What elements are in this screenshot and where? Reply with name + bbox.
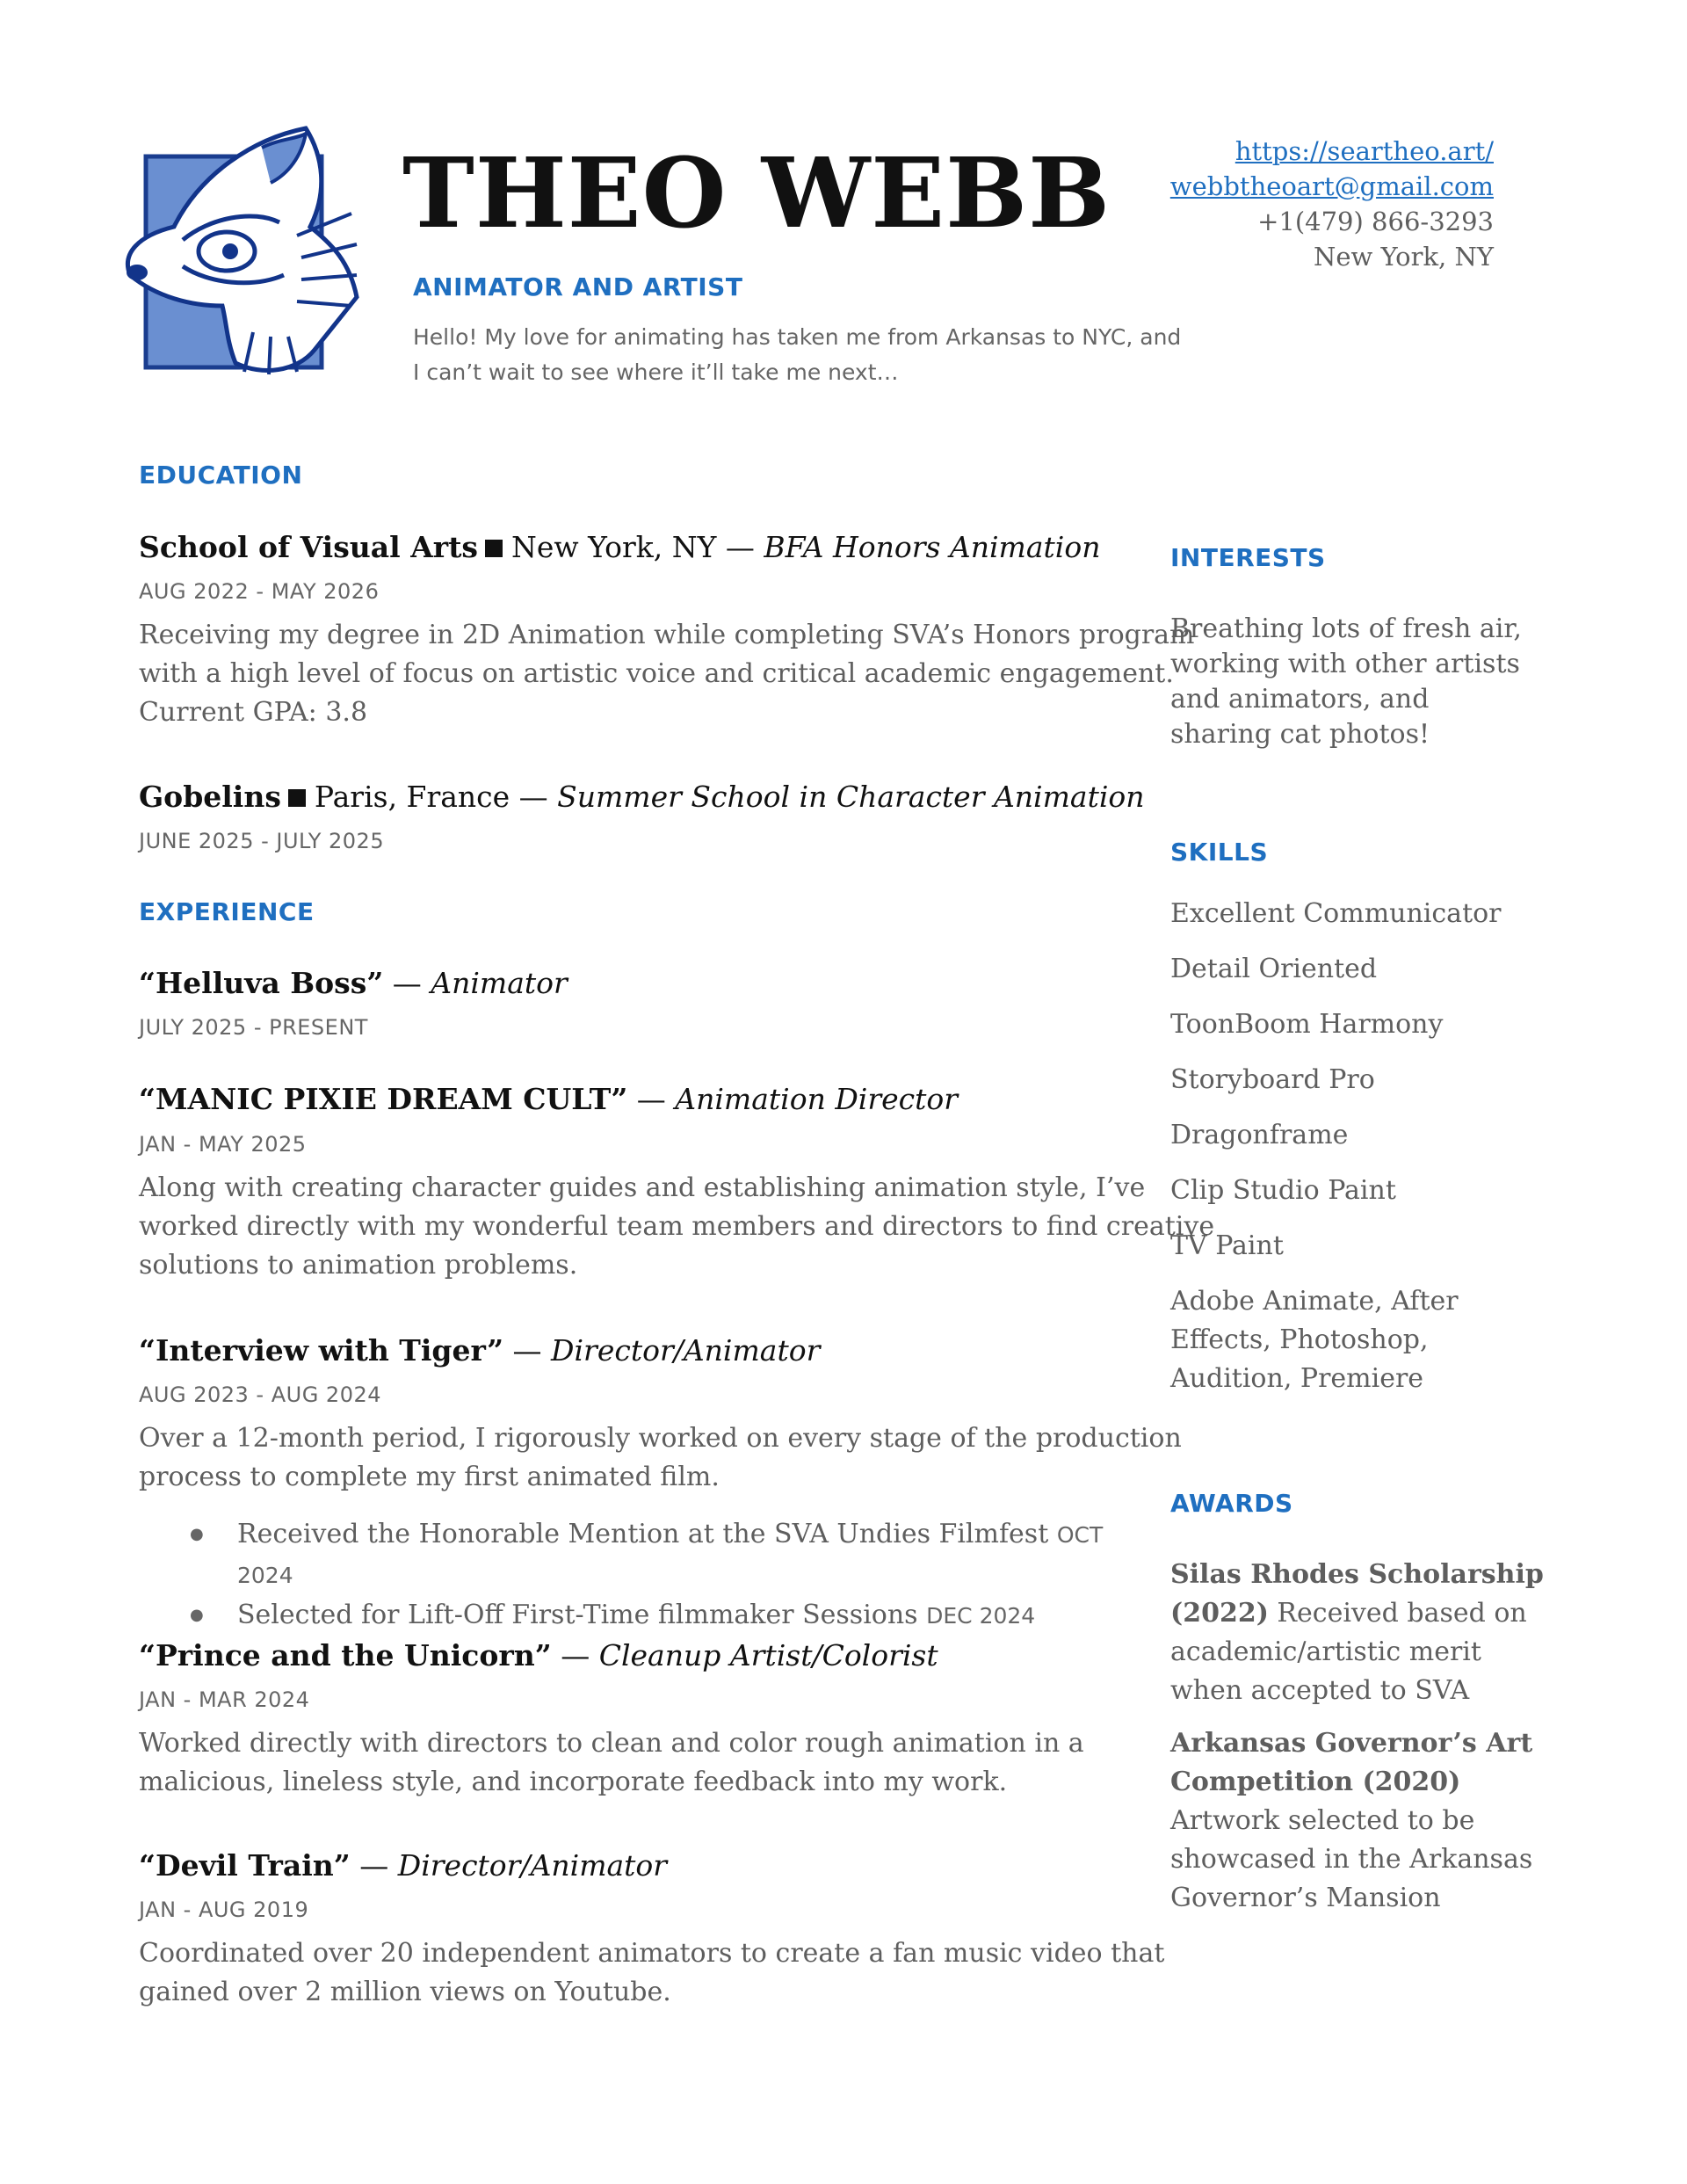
desc-line: gained over 2 million views on Youtube.: [139, 1977, 671, 2007]
award-desc: Received based on: [1268, 1598, 1527, 1629]
award-desc: Governor’s Mansion: [1170, 1883, 1441, 1913]
email-link[interactable]: webbtheoart@gmail.com: [1169, 171, 1494, 201]
separator: —: [551, 1638, 599, 1672]
experience-entry-5-title: [139, 1848, 667, 1883]
separator: —: [627, 1082, 676, 1116]
experience-entry-4-title: [139, 1638, 938, 1672]
education-entry-1-dates: AUG 2022 - MAY 2026: [139, 579, 380, 604]
award-name: Silas Rhodes Scholarship: [1170, 1559, 1544, 1590]
experience-entry-2-desc: [139, 1169, 1214, 1285]
desc-line: Coordinated over 20 independent animators to create a fan music video that: [139, 1938, 1165, 1969]
project-title: “Devil Train”: [139, 1848, 351, 1883]
desc-line: Receiving my degree in 2D Animation while completing SVA’s Honors program: [139, 620, 1195, 650]
education-heading: EDUCATION: [139, 461, 303, 490]
education-entry-1-desc: [139, 616, 1195, 732]
separator: —: [350, 1848, 398, 1883]
role: Director/Animator: [397, 1848, 668, 1883]
skill-item: Storyboard Pro: [1170, 1064, 1375, 1095]
square-bullet-icon: [485, 540, 503, 557]
education-entry-2-dates: JUNE 2025 - JULY 2025: [139, 829, 385, 853]
location: New York, NY: [1313, 242, 1494, 272]
name-heading: THEO WEBB: [402, 136, 1111, 250]
interests-text: [1170, 612, 1522, 752]
project-title: “Helluva Boss”: [139, 966, 384, 1000]
award-desc: showcased in the Arkansas: [1170, 1844, 1533, 1875]
list-item: [139, 1595, 1105, 1636]
experience-entry-2-dates: JAN - MAY 2025: [139, 1132, 307, 1157]
experience-entry-1-title: [139, 966, 568, 1000]
experience-entry-4-desc: [139, 1724, 1084, 1802]
desc-line: Over a 12-month period, I rigorously worked on every stage of the production: [139, 1423, 1182, 1454]
website-link[interactable]: https://seartheo.art/: [1234, 136, 1494, 166]
experience-entry-3-dates: AUG 2023 - AUG 2024: [139, 1382, 381, 1407]
skill-item: Adobe Animate, After: [1170, 1286, 1459, 1317]
project-title: “MANIC PIXIE DREAM CULT”: [139, 1082, 628, 1116]
role: Animation Director: [675, 1082, 959, 1116]
intro-line-2: I can’t wait to see where it’ll take me next…: [413, 359, 899, 385]
desc-line: Along with creating character guides and establishing animation style, I’ve: [139, 1172, 1146, 1203]
experience-entry-4-dates: JAN - MAR 2024: [139, 1687, 310, 1712]
awards-heading: AWARDS: [1170, 1489, 1293, 1518]
experience-entry-3-desc: [139, 1419, 1182, 1497]
skill-item: TV Paint: [1170, 1230, 1284, 1261]
intro-line-1: Hello! My love for animating has taken me from Arkansas to NYC, and: [413, 324, 1182, 350]
desc-line: process to complete my first animated film.: [139, 1462, 720, 1492]
desc-line: Current GPA: 3.8: [139, 697, 368, 728]
bullet-text: Received the Honorable Mention at the SVA Undies Filmfest: [237, 1519, 1049, 1549]
award-desc: when accepted to SVA: [1170, 1675, 1470, 1706]
separator: —: [383, 966, 431, 1000]
bullet-date: DEC 2024: [926, 1603, 1036, 1629]
award-desc: Artwork selected to be: [1170, 1805, 1475, 1836]
desc-line: with a high level of focus on artistic voice and critical academic engagement.: [139, 658, 1174, 689]
skill-item: Effects, Photoshop,: [1170, 1324, 1429, 1355]
separator: —: [503, 1333, 552, 1368]
cartoon-character-logo-icon: [121, 121, 360, 376]
interests-line: sharing cat photos!: [1170, 719, 1430, 750]
square-bullet-icon: [288, 789, 306, 807]
school-name: School of Visual Arts: [139, 530, 479, 564]
experience-entry-1-dates: JULY 2025 - PRESENT: [139, 1015, 368, 1040]
award-1: [1170, 1556, 1544, 1710]
interests-line: and animators, and: [1170, 684, 1430, 715]
interests-heading: INTERESTS: [1170, 543, 1326, 572]
interests-line: working with other artists: [1170, 649, 1520, 679]
program-name: Summer School in Character Animation: [557, 780, 1145, 814]
logo: [121, 121, 360, 376]
skill-item: Audition, Premiere: [1170, 1363, 1424, 1394]
skill-item: ToonBoom Harmony: [1170, 1009, 1444, 1040]
role: Animator: [431, 966, 568, 1000]
desc-line: Worked directly with directors to clean and color rough animation in a: [139, 1728, 1084, 1759]
desc-line: malicious, lineless style, and incorporate feedback into my work.: [139, 1767, 1008, 1797]
experience-entry-5-desc: [139, 1934, 1164, 2012]
education-entry-1-title: [139, 530, 1100, 564]
experience-entry-2-title: [139, 1082, 958, 1116]
phone-number: +1(479) 866-3293: [1257, 207, 1494, 236]
skill-item: Detail Oriented: [1170, 954, 1378, 984]
award-name: Arkansas Governor’s Art: [1170, 1728, 1533, 1759]
contact-block: [1170, 134, 1494, 274]
experience-heading: EXPERIENCE: [139, 897, 315, 926]
project-title: “Prince and the Unicorn”: [139, 1638, 552, 1672]
award-year: (2022): [1170, 1598, 1269, 1629]
program-name: BFA Honors Animation: [764, 530, 1101, 564]
experience-entry-5-dates: JAN - AUG 2019: [139, 1897, 309, 1922]
education-entry-2-title: [139, 780, 1145, 814]
desc-line: worked directly with my wonderful team members and directors to find creative: [139, 1211, 1215, 1242]
skill-item: Dragonframe: [1170, 1120, 1349, 1150]
award-bullets: [139, 1514, 1105, 1636]
desc-line: solutions to animation problems.: [139, 1250, 578, 1281]
award-year: Competition (2020): [1170, 1767, 1461, 1797]
school-place: Paris, France —: [314, 780, 548, 814]
skills-heading: SKILLS: [1170, 838, 1269, 867]
job-title: ANIMATOR AND ARTIST: [413, 272, 743, 301]
school-place: New York, NY —: [511, 530, 755, 564]
bullet-text: Selected for Lift-Off First-Time filmmaker Sessions: [237, 1600, 918, 1630]
list-item: [139, 1514, 1105, 1595]
award-desc: academic/artistic merit: [1170, 1636, 1481, 1667]
role: Director/Animator: [551, 1333, 821, 1368]
skill-item: Clip Studio Paint: [1170, 1175, 1396, 1206]
bullet-date: OCT 2024: [237, 1522, 1104, 1588]
experience-entry-3-title: [139, 1333, 820, 1368]
award-2: [1170, 1724, 1532, 1918]
interests-line: Breathing lots of fresh air,: [1170, 613, 1522, 644]
skill-item: Excellent Communicator: [1170, 898, 1502, 929]
role: Cleanup Artist/Colorist: [598, 1638, 938, 1672]
school-name: Gobelins: [139, 780, 281, 814]
project-title: “Interview with Tiger”: [139, 1333, 504, 1368]
